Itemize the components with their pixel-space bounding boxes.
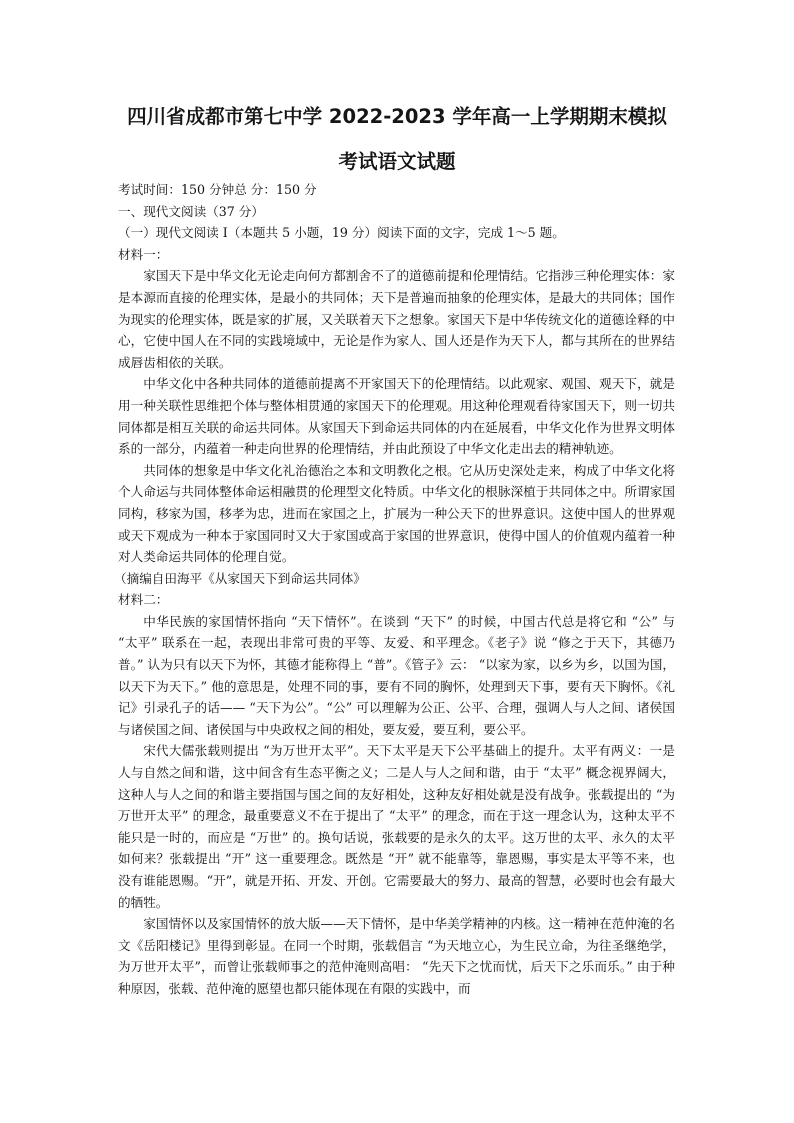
material2-paragraph-3: 家国情怀以及家国情怀的放大版——天下情怀，是中华美学精神的内核。这一精神在范仲淹的名文《岳阳楼记》里得到彰显。在同一个时期，张载倡言 “为天地立心，为生民立命，为往圣继绝学，为万世开太平”，而曾让张载师事之的范仲淹则高唱： “先天下之忧而忧，后天下之乐而乐。” 由于种种原因，张载、范仲淹的愿望也都只能体现在有限的实践中，而 [118, 916, 675, 996]
material1-paragraph-2: 中华文化中各种共同体的道德前提离不开家国天下的伦理情结。以此观家、观国、观天下，就是用一种关联性思维把个体与整体相贯通的家国天下的伦理观。用这种伦理观看待家国天下，则一切共同体都是相互关联的命运共同体。从家国天下到命运共同体的内在延展看，中华文化作为世界文明体系的一部分，内蕴着一种走向世界的伦理情结，并由此预设了中华文化走出去的精神轨迹。 [118, 376, 675, 457]
material2-label: 材料二： [118, 592, 169, 608]
section-heading: 一、现代文阅读（37 分） [118, 203, 264, 219]
material2-paragraph-2: 宋代大儒张载则提出 “为万世开太平”。天下太平是天下公平基础上的提升。太平有两义：一是人与自然之间和谐，这中间含有生态平衡之义；二是人与人之间和谐，由于 “太平” 概念视界阔大，这种人与人之间的和谐主要指国与国之间的友好相处，这种友好相处就是没有战争。张载提出的 “为万世开太平” 的理念，最重要意义不在于提出了 “太平” 的理念，而在于这一理念认为，这种太平不能只是一时的，而应是 “万世” 的。换句话说，张载要的是永久的太平。这万世的太平、永久的太平如何来？张载提出 “开” 这一重要理念。既然是 “开” 就不能靠等，靠恩赐，事实是太平等不来，也没有谁能恩赐。“开”，就是开拓、开发、开创。它需要最大的努力、最高的智慧，必要时也会有最大的牺牲。 [118, 743, 675, 910]
material1-paragraph-3: 共同体的想象是中华文化礼治德治之本和文明教化之根。它从历史深处走来，构成了中华文化将个人命运与共同体整体命运相融贯的伦理型文化特质。中华文化的根脉深植于共同体之中。所谓家国同构，移家为国，移孝为忠，进而在家国之上，扩展为一种公天下的世界意识。这使中国人的世界观或天下观成为一种本于家国同时又大于家国或高于家国的世界意识，使得中国人的价值观内蕴着一种对人类命运共同体的伦理自觉。 [118, 462, 675, 565]
section-subheading: （一）现代文阅读 I（本题共 5 小题，19 分）阅读下面的文字，完成 1～5 题。 [118, 225, 565, 241]
material1-source: （摘编自田海平《从家国天下到命运共同体》 [114, 570, 366, 586]
document-title-line1: 四川省成都市第七中学 2022-2023 学年高一上学期期末模拟 [127, 105, 667, 128]
document-title-line2: 考试语文试题 [338, 150, 456, 173]
document-body [114, 179, 675, 1000]
exam-info: 考试时间：150 分钟总 分：150 分 [118, 182, 317, 197]
material1-label: 材料一： [118, 246, 169, 262]
material2-paragraph-1: 中华民族的家国情怀指向 “天下情怀”。在谈到 “天下” 的时候，中国古代总是将它和 “公” 与 “太平” 联系在一起，表现出非常可贵的平等、友爱、和平理念。《老子》说 “修之于天下，其德乃普。” 认为只有以天下为怀，其德才能称得上 “普”。《管子》云： “以家为家，以乡为乡，以国为国，以天下为天下。” 他的意思是，处理不同的事，要有不同的胸怀，处理到天下事，要有天下胸怀。《礼记》引录孔子的话—— “天下为公”。“公” 可以理解为公正、公平、合理，强调人与人之间、诸侯国与诸侯国之间、诸侯国与中央政权之间的相处，要友爱，要互利，要公平。 [118, 613, 675, 737]
material1-paragraph-1: 家国天下是中华文化无论走向何方都割舍不了的道德前提和伦理情结。它指涉三种伦理实体：家是本源而直接的伦理实体，是最小的共同体；天下是普遍而抽象的伦理实体，是最大的共同体；国作为现实的伦理实体，既是家的扩展，又关联着天下之想象。家国天下是中华传统文化的道德诠释的中心，它使中国人在不同的实践境域中，无论是作为家人、国人还是作为天下人，都与其所在的世界结成唇齿相依的关联。 [118, 268, 675, 370]
